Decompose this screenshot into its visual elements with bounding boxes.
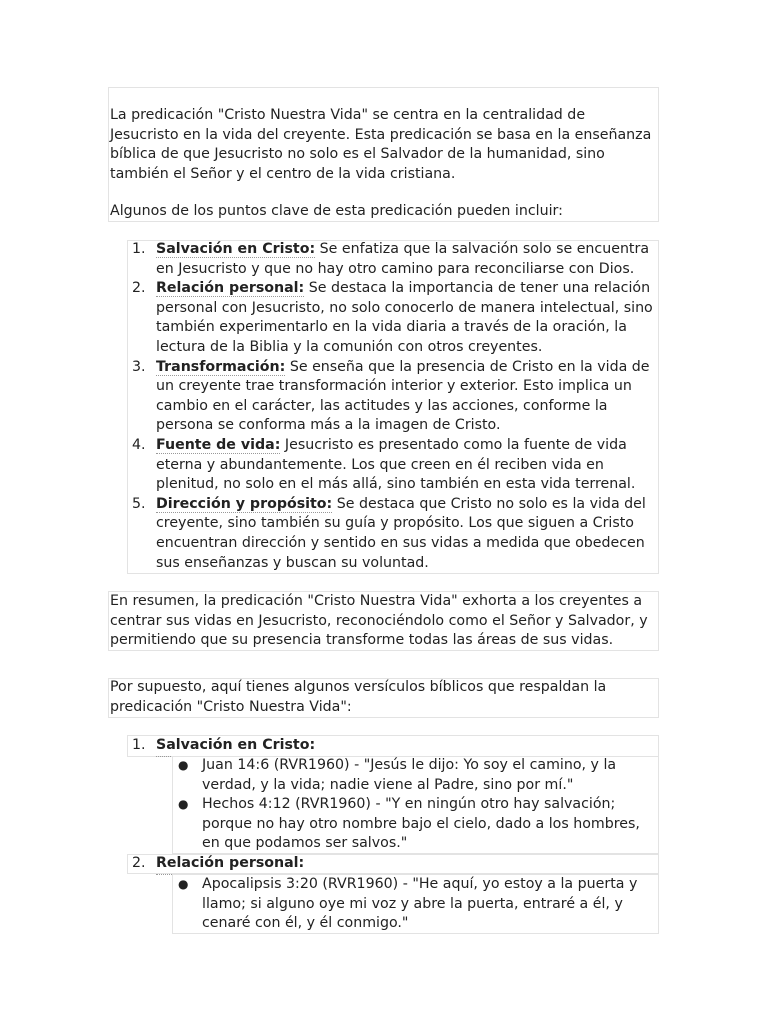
- verse-item: [172, 756, 656, 795]
- list-number: 4.: [132, 436, 146, 453]
- key-point-item: [110, 495, 658, 573]
- key-point-text: Se enfatiza que la salvación solo se encuentra en Jesucristo y que no hay otro camino para reconciliarse con Dios.: [156, 241, 650, 277]
- list-number: 2.: [132, 855, 146, 871]
- key-point-term: Relación personal:: [156, 280, 305, 297]
- bullet-icon: ●: [178, 758, 189, 772]
- list-number: 2.: [132, 280, 146, 297]
- verses-intro-paragraph: Por supuesto, aquí tienes algunos versículos bíblicos que respaldan la predicación "Cristo Nuestra Vida":: [110, 679, 607, 715]
- intro-key-points-lead: Algunos de los puntos clave de esta predicación pueden incluir:: [110, 203, 563, 219]
- bullet-icon: ●: [178, 877, 189, 891]
- key-point-item: [110, 358, 658, 436]
- key-point-text: Se destaca la importancia de tener una relación personal con Jesucristo, no solo conocerlo de manera intelectual, sino también experimentarlo en la vida diaria a través de la oración, la lectura de la Biblia y la comunión con otros creyentes.: [156, 280, 653, 355]
- verse-items: [172, 875, 656, 934]
- list-number: 1.: [132, 737, 146, 753]
- key-point-item: [110, 436, 658, 495]
- list-number: 1.: [132, 241, 146, 257]
- key-point-term: Dirección y propósito:: [156, 495, 333, 512]
- verse-items: [172, 756, 656, 854]
- verse-heading-term: Relación personal:: [156, 854, 304, 875]
- summary-paragraph: En resumen, la predicación "Cristo Nuestra Vida" exhorta a los creyentes a centrar sus vidas en Jesucristo, reconociéndolo como el Señor y Salvador, y permitiendo que su presencia transforme todas las áreas de sus vidas.: [110, 593, 648, 649]
- bullet-icon: ●: [178, 797, 189, 812]
- list-number: 5.: [132, 495, 146, 512]
- intro-paragraph: La predicación "Cristo Nuestra Vida" se centra en la centralidad de Jesucristo en la vida del creyente. Esta predicación se basa en la enseñanza bíblica de que Jesucristo no solo es el Salvador de la humanidad, sino también el Señor y el centro de la vida cristiana.: [110, 107, 652, 182]
- key-point-term: Fuente de vida:: [156, 436, 281, 453]
- key-point-item: [110, 279, 658, 357]
- verse-text: Juan 14:6 (RVR1960) - "Jesús le dijo: Yo soy el camino, y la verdad, y la vida; nadie viene al Padre, sino por mí.": [202, 757, 617, 793]
- verse-item: [172, 795, 656, 854]
- key-point-text: Se enseña que la presencia de Cristo en la vida de un creyente trae transformación interior y exterior. Esto implica un cambio en el carácter, las actitudes y las acciones, conforme la persona se conforma más a la imagen de Cristo.: [156, 358, 650, 434]
- key-point-term: Salvación en Cristo:: [156, 241, 316, 257]
- list-number: 3.: [132, 358, 146, 375]
- verse-heading-term: Salvación en Cristo:: [156, 736, 315, 757]
- verse-item: [172, 875, 656, 934]
- key-point-item: [110, 240, 658, 279]
- key-point-text: Jesucristo es presentado como la fuente de vida eterna y abundantemente. Los que creen en él reciben vida en plenitud, no solo en el más allá, sino también en esta vida terrenal.: [156, 436, 636, 493]
- key-points-list: [110, 240, 658, 573]
- verse-text: Hechos 4:12 (RVR1960) - "Y en ningún otro hay salvación; porque no hay otro nombre bajo el cielo, dado a los hombres, en que podamos ser salvos.": [202, 796, 640, 852]
- key-point-term: Transformación:: [156, 358, 286, 375]
- key-point-text: Se destaca que Cristo no solo es la vida del creyente, sino también su guía y propósito. Los que siguen a Cristo encuentran dirección y sentido en sus vidas a medida que obedecen sus enseñanzas y buscan su voluntad.: [156, 495, 646, 571]
- verse-text: Apocalipsis 3:20 (RVR1960) - "He aquí, yo estoy a la puerta y llamo; si alguno oye mi voz y abre la puerta, entraré a él, y cenaré con él, y él conmigo.": [202, 876, 638, 932]
